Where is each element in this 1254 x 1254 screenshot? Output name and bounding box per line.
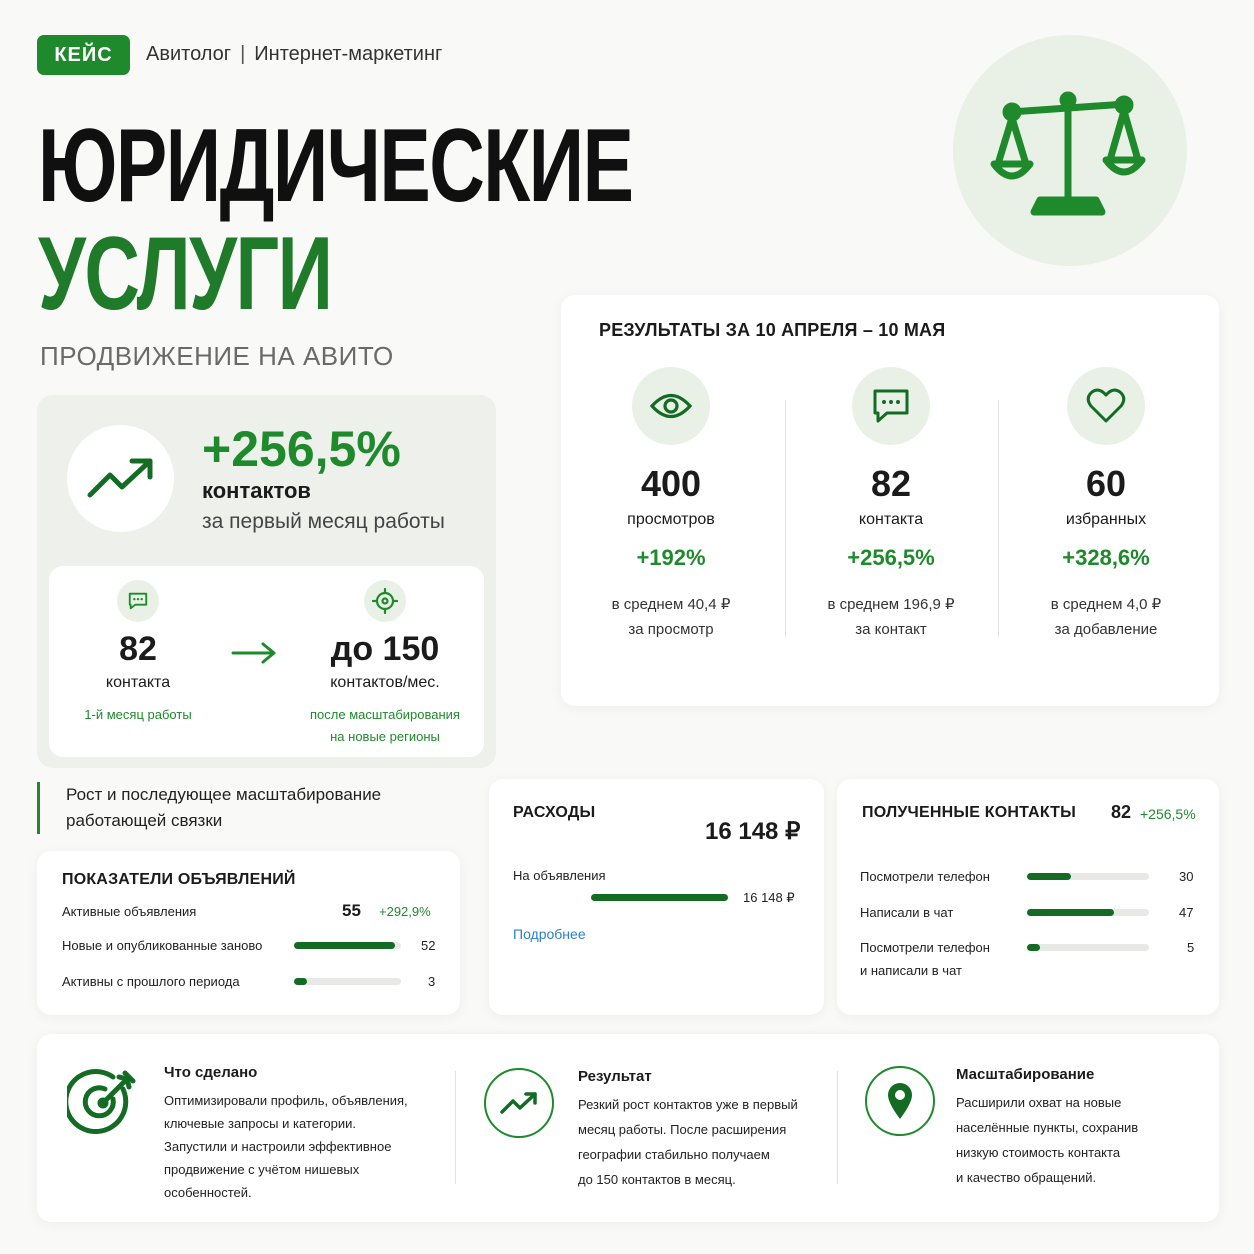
views-change: +192% (636, 545, 706, 570)
done-line: продвижение с учётом нишевых (164, 1162, 360, 1177)
breadcrumb (146, 43, 442, 66)
results-card (561, 295, 1219, 706)
case-badge: КЕЙС (37, 35, 130, 75)
active-ads-value: 55 (342, 901, 361, 920)
contacts-avg-1: в среднем 196,9 ₽ (827, 596, 955, 613)
brand-name: Авитолог (146, 43, 232, 65)
results-col-contacts (791, 295, 991, 638)
page-title-line1: ЮРИДИЧЕСКИЕ (38, 108, 633, 224)
summary-divider (455, 1071, 456, 1184)
result-line: географии стабильно получаем (578, 1147, 770, 1162)
heart-icon (1067, 367, 1145, 445)
views-label: просмотров (627, 511, 715, 528)
results-divider (998, 400, 999, 637)
current-contacts-label: контакта (105, 674, 171, 691)
target-contacts-label: контактов/мес. (330, 674, 440, 691)
trend-up-icon (67, 425, 174, 532)
summary-divider (837, 1071, 838, 1184)
scales-icon (953, 35, 1187, 266)
result-line: месяц работы. После расширения (578, 1122, 787, 1137)
ads-stats-card (37, 851, 460, 1015)
ads-row-label: Новые и опубликованные заново (62, 938, 263, 953)
result-line: Резкий рост контактов уже в первый (578, 1097, 798, 1112)
done-line: особенностей. (164, 1185, 252, 1200)
expenses-bar (591, 894, 728, 901)
received-contacts-change: +256,5% (1140, 806, 1196, 822)
favorites-value: 60 (1085, 463, 1127, 504)
contacts-row-label: Посмотрели телефон (860, 869, 990, 884)
done-line: Оптимизировали профиль, объявления, (164, 1093, 408, 1108)
ads-row-bar (294, 942, 401, 949)
eye-icon (632, 367, 710, 445)
ads-row-bar-fill (294, 978, 307, 985)
page-subtitle: ПРОДВИЖЕНИЕ НА АВИТО (40, 341, 394, 371)
summary-note-line1: Рост и последующее масштабирование (66, 785, 382, 804)
ads-row-value: 3 (428, 974, 436, 989)
target-dart-icon (67, 1067, 139, 1144)
results-col-views (571, 295, 771, 638)
current-contacts-note: 1-й месяц работы (84, 707, 192, 722)
result-line: до 150 контактов в месяц. (578, 1172, 736, 1187)
expenses-bar-fill (591, 894, 728, 901)
contacts-row-bar (1027, 944, 1149, 951)
favorites-avg-2: за добавление (1054, 621, 1158, 638)
growth-label: контактов (202, 478, 311, 503)
contacts-row-label: Посмотрели телефон (860, 940, 990, 955)
trend-up-icon (484, 1068, 554, 1138)
result-title: Результат (578, 1068, 652, 1085)
current-contacts-value: 82 (119, 630, 157, 668)
ads-row-bar (294, 978, 401, 985)
favorites-change: +328,6% (1062, 545, 1150, 570)
done-line: Запустили и настроили эффективное (164, 1139, 392, 1154)
target-contacts-note-1: после масштабирования (310, 707, 460, 722)
received-contacts-title: ПОЛУЧЕННЫЕ КОНТАКТЫ (862, 804, 1077, 821)
results-title: РЕЗУЛЬТАТЫ ЗА 10 АПРЕЛЯ – 10 МАЯ (599, 320, 946, 340)
category-name: Интернет-маркетинг (254, 43, 443, 65)
scale-title: Масштабирование (956, 1066, 1095, 1083)
page-title-line2: УСЛУГИ (38, 216, 332, 332)
contacts-row-label-2: и написали в чат (860, 963, 962, 978)
contacts-row-value: 47 (1179, 905, 1194, 920)
expenses-row-value: 16 148 ₽ (743, 890, 795, 905)
favorites-avg-1: в среднем 4,0 ₽ (1050, 596, 1162, 613)
target-contacts-note-2: на новые регионы (330, 729, 440, 744)
contacts-label: контакта (858, 511, 924, 528)
contacts-row-value: 5 (1187, 940, 1195, 955)
results-divider (785, 400, 786, 637)
ads-row-value: 52 (421, 938, 436, 953)
views-value: 400 (640, 463, 702, 504)
scale-line: и качество обращений. (956, 1170, 1097, 1185)
contacts-row-bar-fill (1027, 909, 1114, 916)
contacts-row-bar-fill (1027, 873, 1071, 880)
views-avg-2: за просмотр (628, 621, 714, 638)
expenses-row-label: На объявления (513, 868, 606, 883)
favorites-label: избранных (1065, 511, 1147, 528)
details-link[interactable]: Подробнее (513, 926, 586, 942)
chat-icon (852, 367, 930, 445)
breadcrumb-separator: | (240, 43, 246, 65)
active-ads-change: +292,9% (379, 904, 431, 919)
summary-note (37, 782, 457, 834)
summary-note-line2: работающей связки (66, 811, 223, 830)
active-ads-label: Активные объявления (62, 904, 197, 919)
chat-icon (117, 580, 159, 622)
result-text (578, 1092, 838, 1192)
contacts-row-value: 30 (1179, 869, 1194, 884)
target-icon (364, 580, 406, 622)
growth-sublabel: за первый месяц работы (202, 510, 445, 533)
contacts-row-bar-fill (1027, 944, 1040, 951)
contacts-avg-2: за контакт (855, 621, 927, 638)
expenses-total: 16 148 ₽ (705, 818, 801, 845)
contacts-row-label: Написали в чат (860, 905, 954, 920)
arrow-right-icon (231, 641, 277, 670)
done-title: Что сделано (164, 1064, 258, 1081)
location-pin-icon (865, 1066, 935, 1136)
ads-stats-title: ПОКАЗАТЕЛИ ОБЪЯВЛЕНИЙ (62, 871, 296, 888)
received-contacts-total: 82 (1111, 802, 1132, 822)
done-text (164, 1089, 454, 1204)
target-contacts-value: до 150 (330, 630, 440, 668)
views-avg-1: в среднем 40,4 ₽ (611, 596, 731, 613)
done-line: ключевые запросы и категории. (164, 1116, 357, 1131)
results-col-favorites (1006, 295, 1206, 638)
growth-percent: +256,5% (202, 421, 401, 477)
expenses-title: РАСХОДЫ (513, 804, 596, 821)
summary-card (37, 1034, 1219, 1222)
contacts-value: 82 (870, 463, 912, 504)
scale-text (956, 1090, 1186, 1190)
scale-line: низкую стоимость контакта (956, 1145, 1121, 1160)
received-contacts-card (837, 779, 1219, 1015)
scale-line: Расширили охват на новые (956, 1095, 1122, 1110)
ads-row-label: Активны с прошлого периода (62, 974, 240, 989)
scale-line: населённые пункты, сохранив (956, 1120, 1139, 1135)
expenses-card (489, 779, 824, 1015)
contacts-row-bar (1027, 873, 1149, 880)
ads-row-bar-fill (294, 942, 395, 949)
contacts-row-bar (1027, 909, 1149, 916)
contacts-change: +256,5% (847, 545, 935, 570)
